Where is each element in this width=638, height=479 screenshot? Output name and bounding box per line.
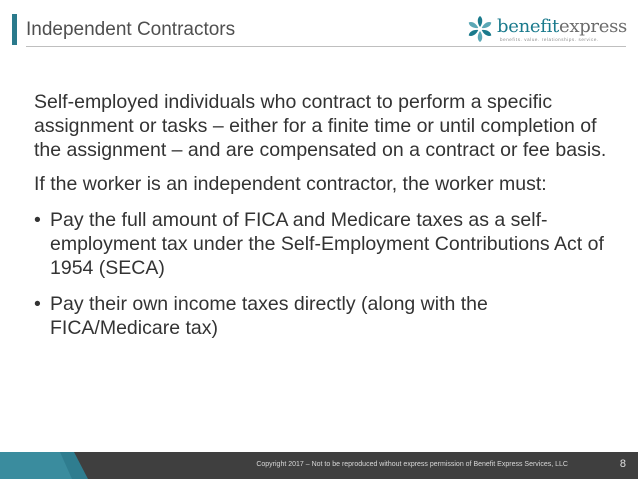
bullet-text: Pay the full amount of FICA and Medicare taxes as a self-employment tax under the Self-Employment Contributions Act of 1954 (SECA) — [50, 209, 604, 279]
logo-tagline: benefits. value. relationships. service. — [500, 37, 599, 42]
bullet-marker: • — [34, 293, 41, 315]
bullet-text: Pay their own income taxes directly (along with the FICA/Medicare tax) — [50, 293, 488, 339]
header-divider — [26, 46, 626, 47]
slide-title: Independent Contractors — [26, 19, 236, 40]
benefitexpress-logo — [466, 15, 627, 43]
logo-word-part1: benefit — [497, 16, 559, 37]
flower-mark-icon — [466, 15, 494, 43]
slide-body — [34, 90, 614, 352]
footer-copyright: Copyright 2017 – Not to be reproduced without express permission of Benefit Express Services, LLC — [256, 461, 568, 468]
logo-word-part2: express — [558, 16, 627, 37]
title-accent-bar — [12, 14, 17, 45]
definition-paragraph: Self-employed individuals who contract to perform a specific assignment or tasks – either for a finite time or until completion of the assignment – and are compensated on a contract or fee basis. — [34, 91, 607, 161]
page-number: 8 — [619, 458, 626, 470]
requirements-intro: If the worker is an independent contractor, the worker must: — [34, 173, 547, 195]
logo-wordmark — [497, 16, 627, 37]
bullet-marker: • — [34, 209, 41, 231]
bullet-item — [34, 292, 614, 340]
footer-teal-accent — [0, 452, 88, 479]
bullet-item — [34, 208, 614, 280]
